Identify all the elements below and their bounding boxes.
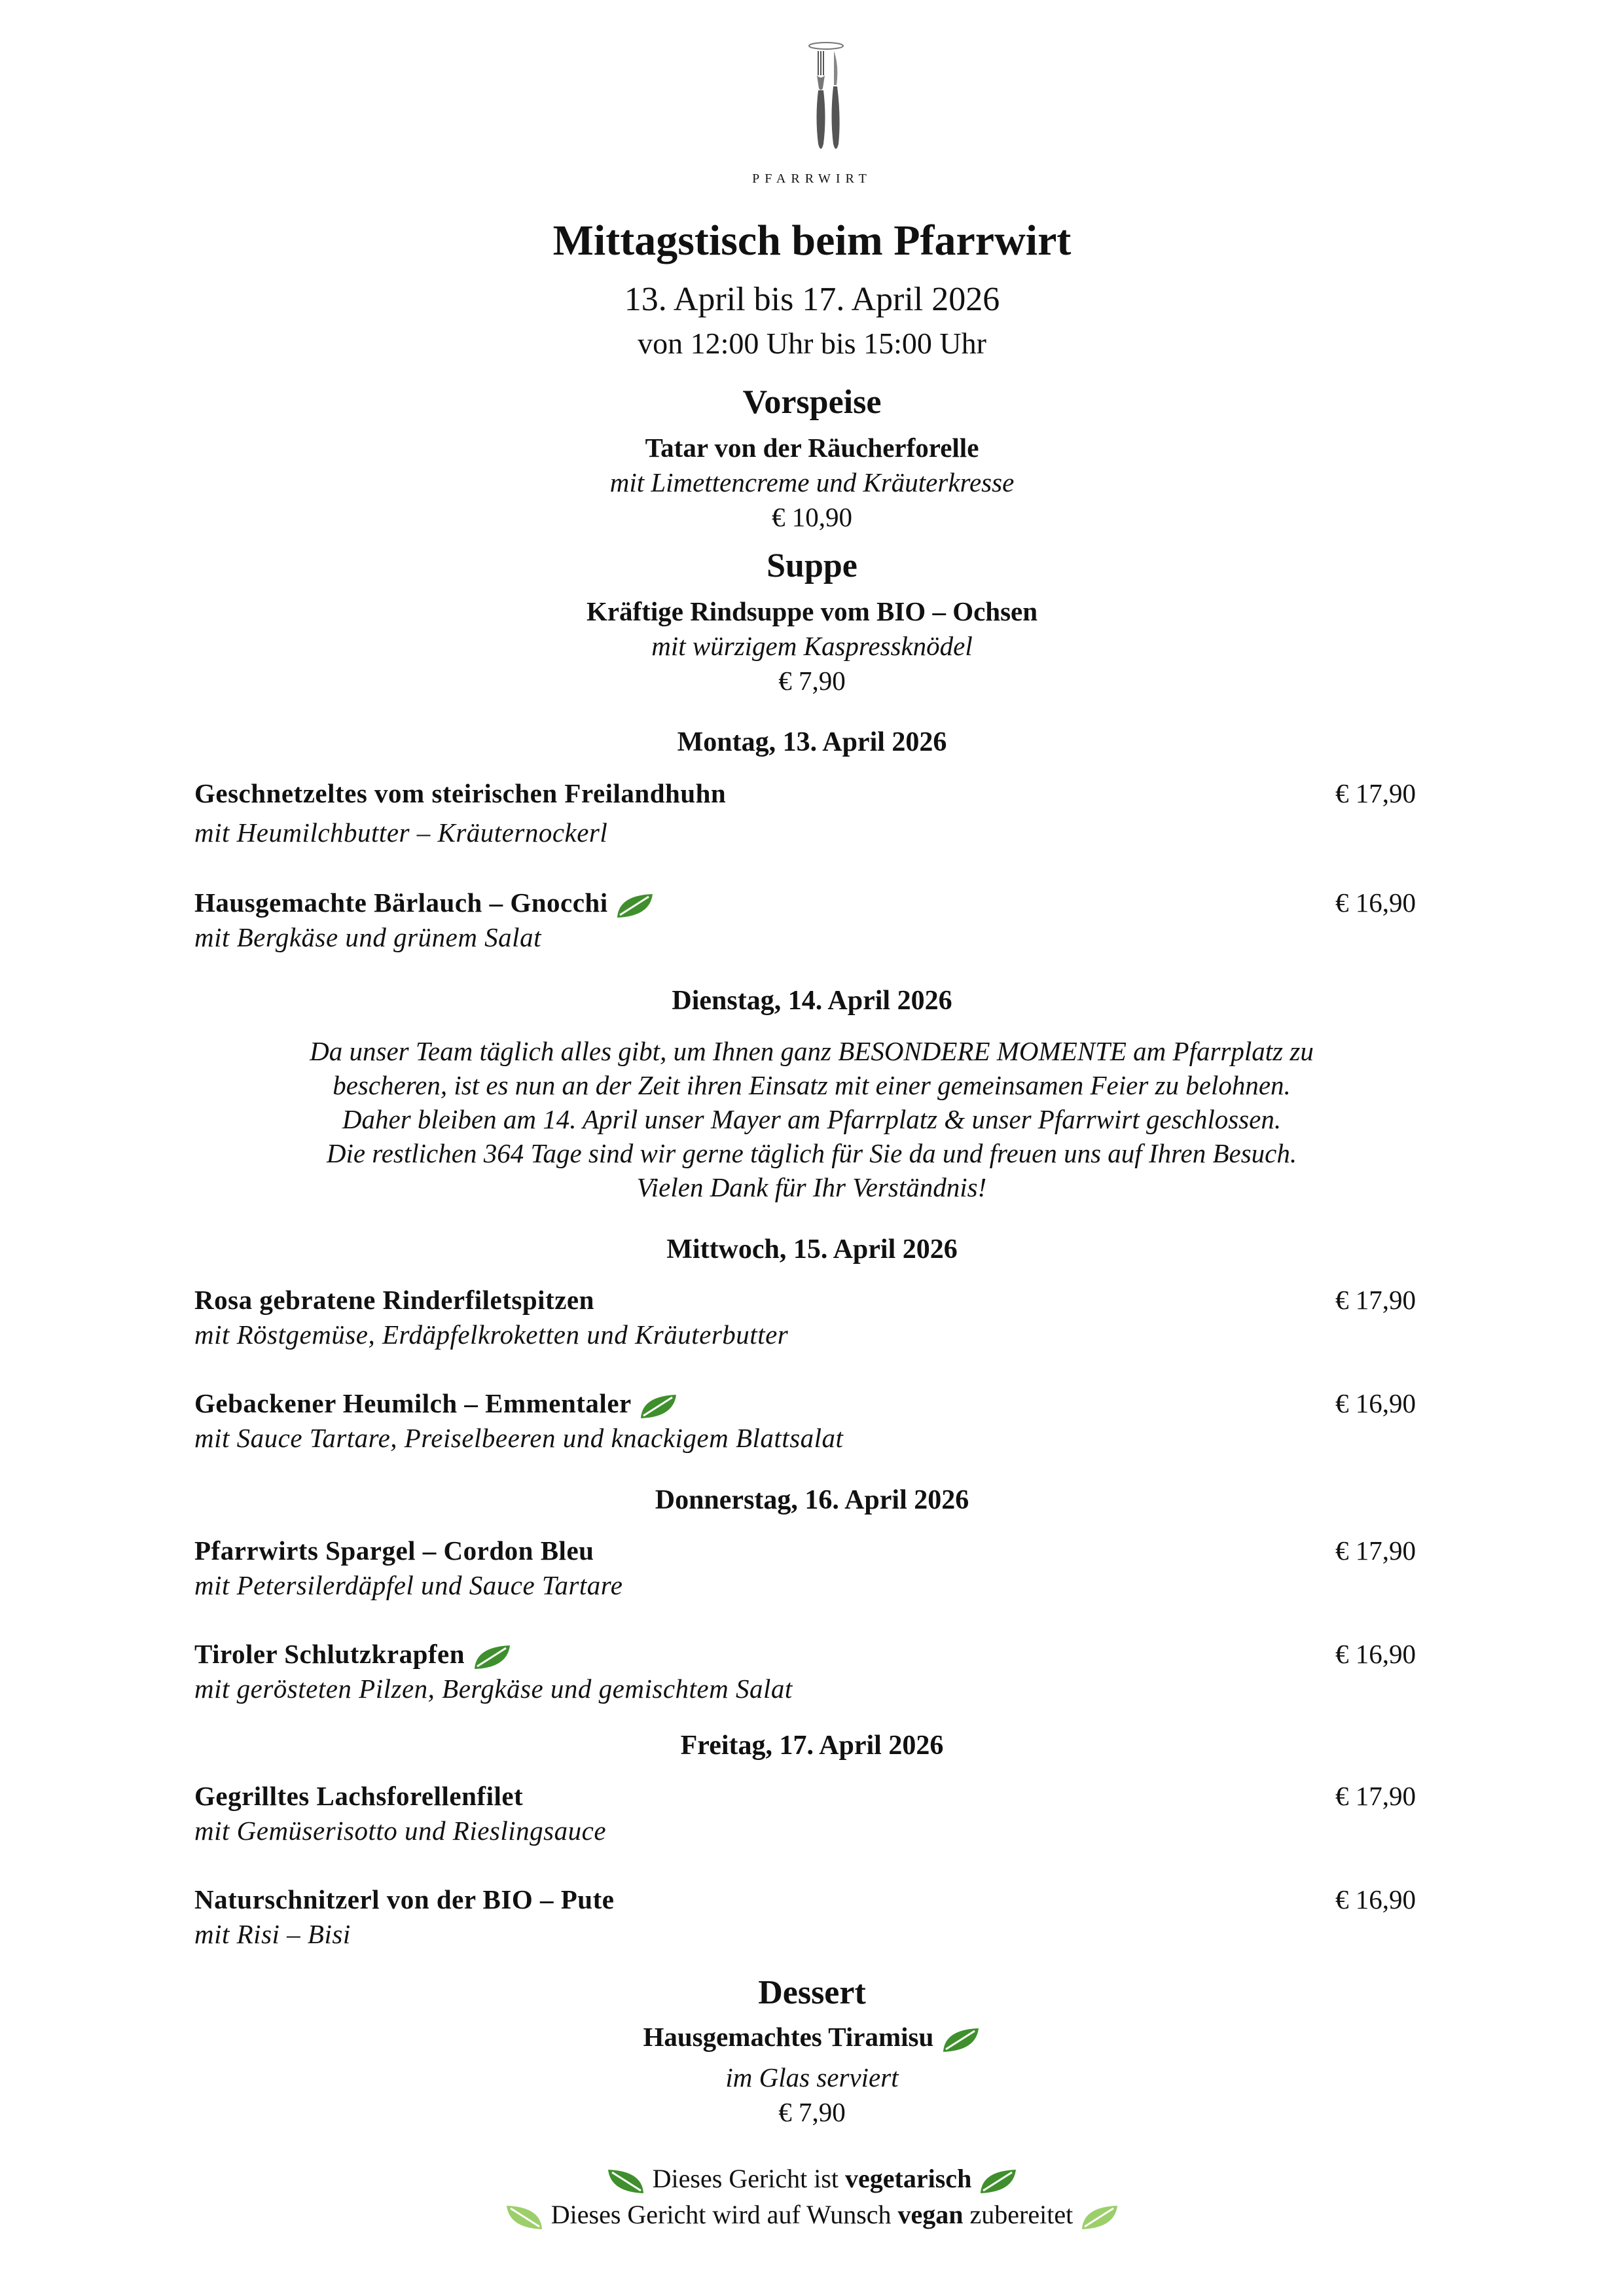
- leaf-icon: [615, 891, 655, 920]
- closure-line: bescheren, ist es nun an der Zeit ihren Einsatz mit einer gemeinsamen Feier zu belohnen.: [333, 1070, 1291, 1100]
- legend-veg-text: Dieses Gericht ist: [652, 2164, 846, 2193]
- legend-vegan-text: Dieses Gericht wird auf Wunsch: [550, 2200, 898, 2229]
- dish-row: [194, 1638, 513, 1672]
- legend-vegan-post: zubereitet: [963, 2200, 1074, 2229]
- leaf-icon: [504, 2203, 545, 2232]
- legend-vegan: [0, 2199, 1624, 2232]
- dish-row: [194, 887, 655, 920]
- leaf-icon: [638, 1392, 679, 1421]
- dish-desc: mit Gemüserisotto und Rieslingsauce: [194, 1816, 607, 1846]
- cutlery-logo-icon: [779, 39, 871, 164]
- dessert-row: [0, 2021, 1624, 2054]
- dish-price: € 16,90: [1335, 1884, 1416, 1914]
- dessert-price: € 7,90: [778, 2097, 846, 2127]
- suppe-price: € 7,90: [778, 666, 846, 696]
- dish-price: € 16,90: [1335, 1388, 1416, 1418]
- dish-price: € 16,90: [1335, 1639, 1416, 1669]
- dish-name: Geschnetzeltes vom steirischen Freilandhuhn: [194, 778, 727, 808]
- vorspeise-price: € 10,90: [772, 502, 852, 532]
- dish-row: [194, 1388, 679, 1421]
- legend-vegan-bold: vegan: [897, 2200, 964, 2229]
- dish-desc: mit Risi – Bisi: [194, 1919, 351, 1949]
- dish-name: Naturschnitzerl von der BIO – Pute: [194, 1884, 615, 1914]
- vorspeise-heading: Vorspeise: [742, 384, 882, 421]
- dish-desc: mit Petersilerdäpfel und Sauce Tartare: [194, 1570, 623, 1600]
- dish-desc: mit gerösteten Pilzen, Bergkäse und gemischtem Salat: [194, 1674, 793, 1704]
- page-title: Mittagstisch beim Pfarrwirt: [552, 217, 1072, 264]
- dish-name: Rosa gebratene Rinderfiletspitzen: [194, 1285, 594, 1315]
- suppe-name: Kräftige Rindsuppe vom BIO – Ochsen: [586, 596, 1038, 626]
- leaf-icon: [605, 2167, 646, 2196]
- montag-heading: Montag, 13. April 2026: [677, 727, 947, 757]
- closure-line: Die restlichen 364 Tage sind wir gerne täglich für Sie da und freuen uns auf Ihren Besuch.: [326, 1138, 1297, 1168]
- dish-name: Tiroler Schlutzkrapfen: [194, 1639, 465, 1669]
- brand-name: PFARRWIRT: [752, 171, 872, 186]
- vorspeise-name: Tatar von der Räucherforelle: [645, 433, 979, 463]
- dish-price: € 16,90: [1335, 888, 1416, 918]
- legend-vegetarian: [0, 2163, 1624, 2196]
- dish-desc: mit Sauce Tartare, Preiselbeeren und knackigem Blattsalat: [194, 1423, 844, 1453]
- suppe-desc: mit würzigem Kaspressknödel: [651, 631, 973, 661]
- dish-desc: mit Röstgemüse, Erdäpfelkroketten und Kräuterbutter: [194, 1319, 789, 1350]
- leaf-icon: [978, 2167, 1019, 2196]
- freitag-heading: Freitag, 17. April 2026: [680, 1731, 944, 1761]
- dish-price: € 17,90: [1335, 1535, 1416, 1566]
- leaf-icon: [1079, 2203, 1120, 2232]
- leaf-icon: [941, 2026, 981, 2054]
- dish-price: € 17,90: [1335, 1781, 1416, 1811]
- dienstag-heading: Dienstag, 14. April 2026: [672, 986, 952, 1016]
- closure-line: Da unser Team täglich alles gibt, um Ihnen ganz BESONDERE MOMENTE am Pfarrplatz zu: [310, 1036, 1314, 1066]
- dish-price: € 17,90: [1335, 1285, 1416, 1315]
- dessert-desc: im Glas serviert: [725, 2062, 899, 2092]
- leaf-icon: [472, 1643, 513, 1672]
- dish-name: Pfarrwirts Spargel – Cordon Bleu: [194, 1535, 594, 1566]
- legend-veg-bold: vegetarisch: [845, 2164, 972, 2193]
- closure-line: Vielen Dank für Ihr Verständnis!: [636, 1172, 987, 1202]
- dish-name: Hausgemachte Bärlauch – Gnocchi: [194, 888, 608, 918]
- dish-price: € 17,90: [1335, 778, 1416, 808]
- dessert-heading: Dessert: [758, 1974, 866, 2011]
- date-range: 13. April bis 17. April 2026: [624, 281, 1000, 318]
- closure-notice: [164, 1034, 1460, 1204]
- dish-desc: mit Heumilchbutter – Kräuternockerl: [194, 817, 608, 848]
- donnerstag-heading: Donnerstag, 16. April 2026: [655, 1485, 969, 1515]
- vorspeise-desc: mit Limettencreme und Kräuterkresse: [609, 467, 1015, 497]
- dish-desc: mit Bergkäse und grünem Salat: [194, 922, 541, 952]
- mittwoch-heading: Mittwoch, 15. April 2026: [666, 1234, 958, 1265]
- dessert-name: Hausgemachtes Tiramisu: [643, 2022, 934, 2052]
- dish-name: Gegrilltes Lachsforellenfilet: [194, 1781, 524, 1811]
- opening-hours: von 12:00 Uhr bis 15:00 Uhr: [638, 327, 986, 360]
- closure-line: Daher bleiben am 14. April unser Mayer am Pfarrplatz & unser Pfarrwirt geschlossen.: [342, 1104, 1282, 1134]
- dish-name: Gebackener Heumilch – Emmentaler: [194, 1388, 631, 1418]
- suppe-heading: Suppe: [767, 547, 857, 584]
